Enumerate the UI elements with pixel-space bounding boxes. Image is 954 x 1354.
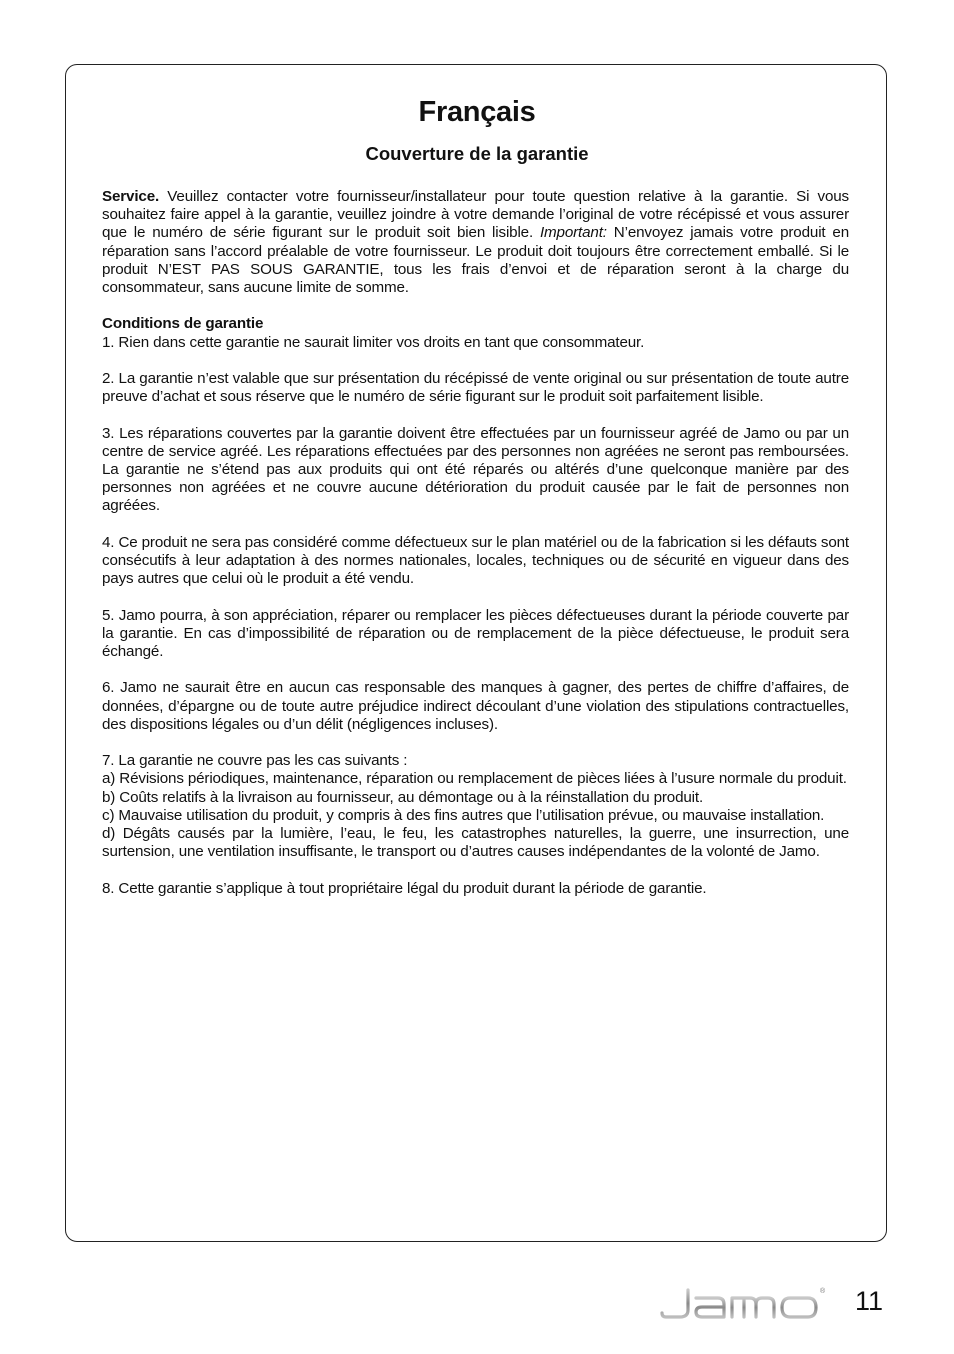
jamo-logo [660,1284,826,1322]
condition-3: 3. Les réparations couvertes par la garantie doivent être effectuées par un fournisseur agréé de Jamo ou par un centre de service agréé. Les réparations effectuées par des personnes non agréées ne seront pas remboursées. La garantie ne s’étend pas aux produits qui ont été réparés ou altérés d’une quelconque manière par des personnes non agréées et ne couvre aucune détérioration du produit causée par le fait de personnes non agréées. [102,424,849,515]
important-label: Important: [539,224,607,242]
condition-1: 1. Rien dans cette garantie ne saurait limiter vos droits en tant que consommateur. [102,333,645,351]
condition-7-intro: 7. La garantie ne couvre pas les cas suivants : [102,752,408,770]
condition-8: 8. Cette garantie s’applique à tout propriétaire légal du produit durant la période de garantie. [102,879,707,897]
condition-7b: b) Coûts relatifs à la livraison au fournisseur, au démontage ou à la réinstallation du produit. [102,788,704,806]
warranty-text [102,188,849,916]
condition-5: 5. Jamo pourra, à son appréciation, réparer ou remplacer les pièces défectueuses durant la période couverte par la garantie. En cas d’impossibilité de réparation ou de remplacement de la pièce défectueuse, le produit sera échangé. [102,606,849,660]
condition-7a: a) Révisions périodiques, maintenance, réparation ou remplacement de pièces liées à l’usure normale du produit. [102,770,847,788]
conditions-heading-text: Conditions de garantie [102,315,264,333]
page-number: 11 [855,1286,884,1316]
condition-7c: c) Mauvaise utilisation du produit, y compris à des fins autres que l’utilisation prévue, ou mauvaise installation. [102,806,825,824]
condition-6: 6. Jamo ne saurait être en aucun cas responsable des manques à gagner, des pertes de chiffre d’affaires, de données, d’épargne ou de toute autre préjudice indirect découlant d’une violation des stipulations contractuelles, des dispositions légales ou d’un délit (négligences incluses). [102,679,849,733]
service-paragraph [102,188,849,297]
conditions-heading [102,315,849,333]
service-text: Veuillez contacter votre fournisseur/installateur pour toute question relative à la garantie. Si vous souhaitez faire appel à la garantie, veuillez joindre à votre demande l’original de votre récépissé et vous assurer que le numéro de série figurant sur le produit soit bien lisible. [102,188,849,242]
condition-7d: d) Dégâts causés par la lumière, l’eau, le feu, les catastrophes naturelles, la guerre, une insurrection, une surtension, une ventilation insuffisante, le transport ou d’autres causes indépendantes de la volonté de Jamo. [102,825,849,861]
condition-2: 2. La garantie n’est valable que sur présentation du récépissé de vente original ou sur présentation de toute autre preuve d’achat et sous réserve que le numéro de série figurant sur le produit soit parfaitement lisible. [102,370,849,406]
page-title: Français [418,96,536,128]
condition-4: 4. Ce produit ne sera pas considéré comme défectueux sur le plan matériel ou de la fabrication si les défauts sont consécutifs à leur adaptation à des normes nationales, locales, techniques ou de sécurité en vigueur dans des pays autres que celui où le produit a été vendu. [102,533,849,588]
service-text-continued: N’envoyez jamais votre produit en réparation sans l’accord préalable de votre fournisseur. Le produit doit toujours être correctement emballé. Si le produit N’EST PAS SOUS GARANTIE, tous les frais d’envoi et de réparation seront à la charge du consommateur, sans aucune limite de somme. [102,224,849,297]
page-subtitle: Couverture de la garantie [365,143,589,164]
registered-mark: ® [820,1288,826,1295]
service-label: Service. [102,188,160,205]
